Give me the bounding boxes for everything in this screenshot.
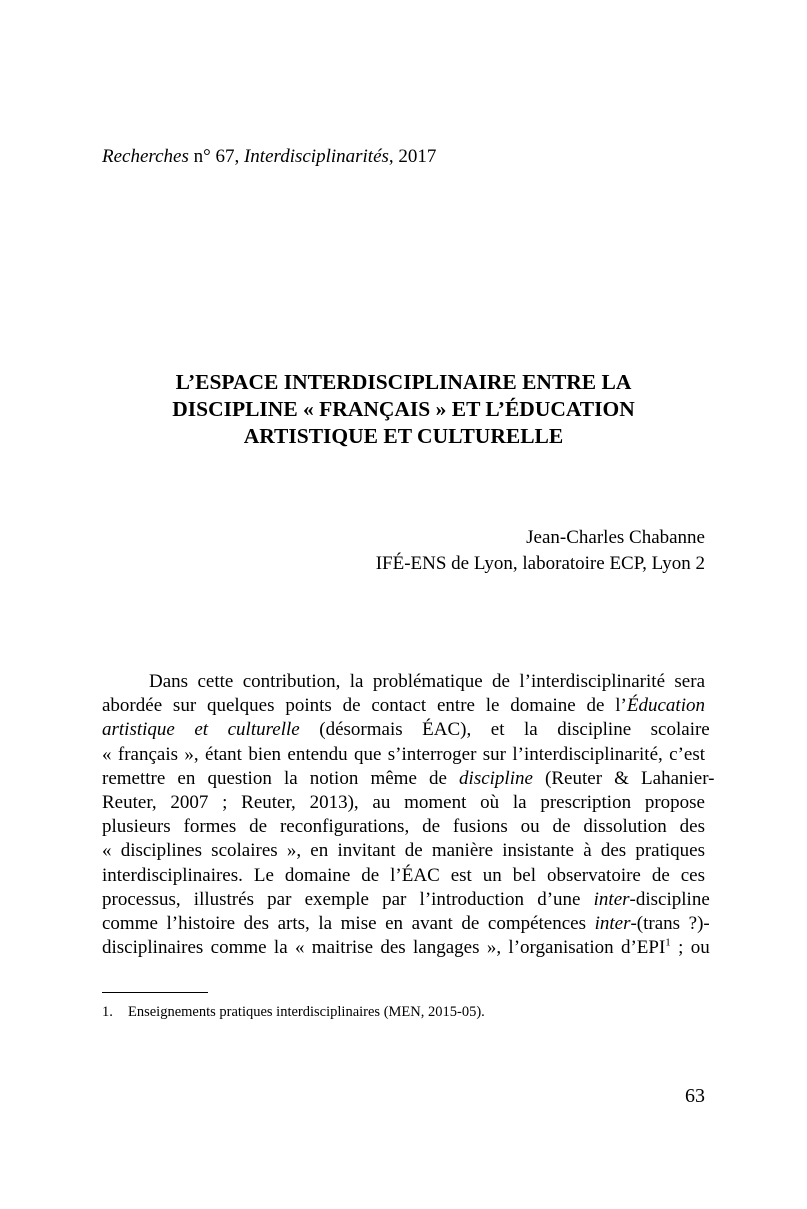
- running-header: [102, 146, 436, 168]
- body-paragraph: [102, 670, 715, 960]
- journal-name: Recherches: [102, 146, 189, 167]
- text-line: comme l’histoire des arts, la mise en avant de compétences inter-(trans ?)-: [102, 912, 710, 934]
- text-line: artistique et culturelle (désormais ÉAC), et la discipline scolaire: [102, 719, 710, 741]
- title-line: L’ESPACE INTERDISCIPLINAIRE ENTRE LA: [175, 370, 632, 394]
- text-line: Dans cette contribution, la problématique de l’interdisciplinarité sera: [149, 671, 705, 692]
- footnote-text: Enseignements pratiques interdisciplinaires (MEN, 2015-05).: [128, 1004, 485, 1020]
- text-line: « disciplines scolaires », en invitant de manière insistante à des pratiques: [102, 840, 705, 862]
- text-line: abordée sur quelques points de contact entre le domaine de l’Éducation: [102, 695, 705, 717]
- issue-theme: Interdisciplinarités: [243, 146, 389, 167]
- article-title: [102, 369, 705, 450]
- title-line: DISCIPLINE « FRANÇAIS » ET L’ÉDUCATION: [172, 397, 635, 421]
- footnote-divider: [102, 992, 208, 993]
- author-affiliation: IFÉ-ENS de Lyon, laboratoire ECP, Lyon 2: [375, 553, 705, 574]
- text-line: disciplinaires comme la « maitrise des langages », l’organisation d’EPI$^1$ ; ou: [102, 936, 710, 959]
- issue-number: n° 67,: [188, 146, 244, 167]
- text-line: remettre en question la notion même de discipline (Reuter & Lahanier-: [102, 767, 715, 789]
- text-line: « français », étant bien entendu que s’interroger sur l’interdisciplinarité, c’est: [102, 743, 705, 765]
- text-line: processus, illustrés par exemple par l’introduction d’une inter-discipline: [102, 888, 710, 910]
- footnote-marker[interactable]: 1: [665, 936, 671, 949]
- footnote-number: 1.: [102, 1004, 113, 1020]
- title-line: ARTISTIQUE ET CULTURELLE: [243, 424, 564, 448]
- footnote: [102, 1003, 485, 1021]
- text-line: interdisciplinaires. Le domaine de l’ÉAC est un bel observatoire de ces: [102, 864, 705, 886]
- text-line: plusieurs formes de reconfigurations, de fusions ou de dissolution des: [102, 816, 705, 838]
- page-number: 63: [685, 1085, 705, 1107]
- issue-year: , 2017: [388, 146, 437, 167]
- text-line: Reuter, 2007 ; Reuter, 2013), au moment où la prescription propose: [102, 791, 705, 813]
- author-name: Jean-Charles Chabanne: [526, 527, 705, 548]
- author-block: [376, 525, 705, 577]
